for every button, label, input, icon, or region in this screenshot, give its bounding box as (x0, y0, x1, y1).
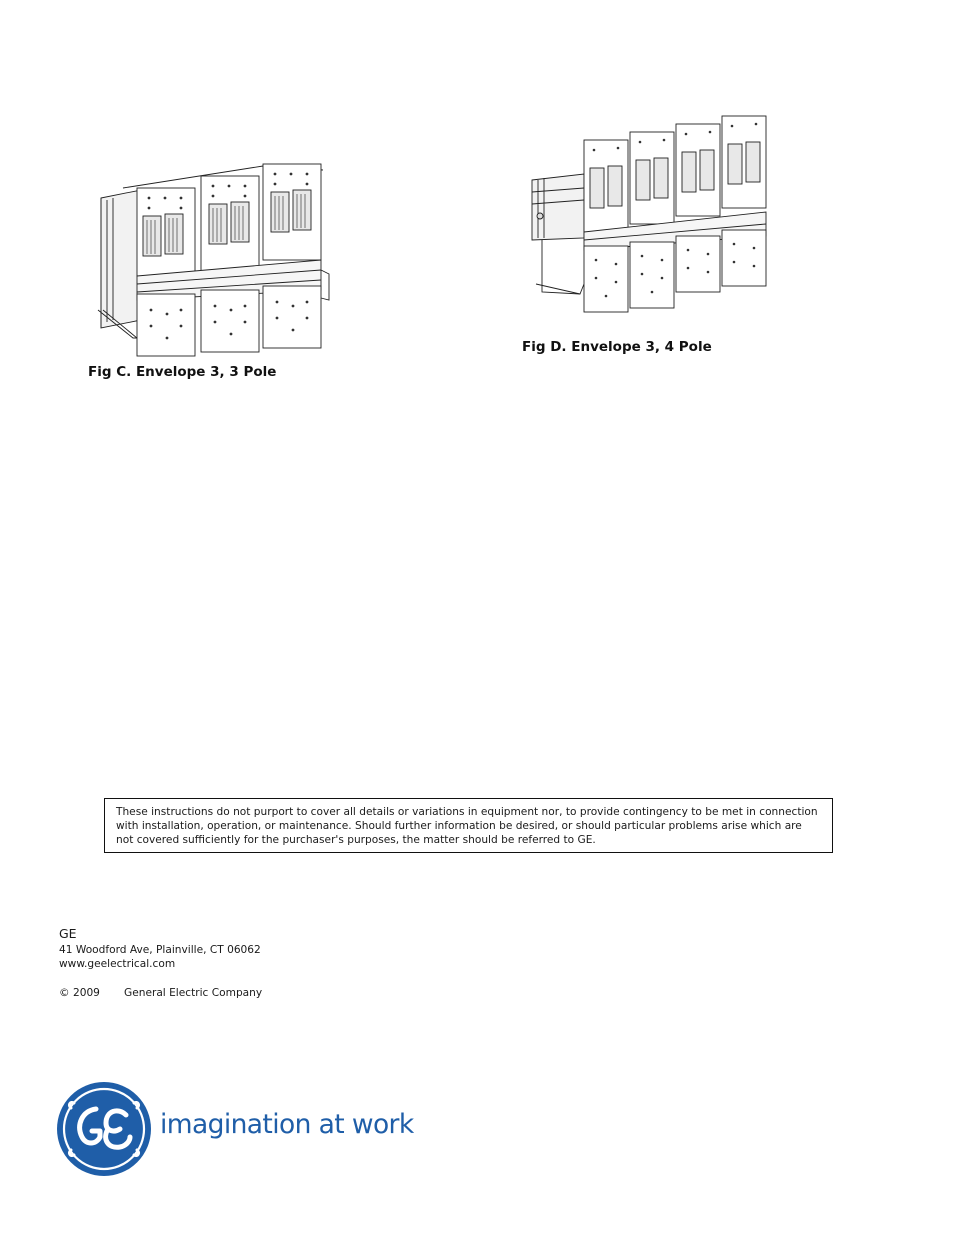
brand-tagline: imagination at work (160, 1109, 414, 1140)
copyright-holder: General Electric Company (124, 987, 263, 999)
company-name: GE (59, 926, 77, 941)
disclaimer-box (104, 798, 833, 853)
copyright-year: © 2009 (59, 987, 100, 999)
ge-monogram-logo-icon (56, 1081, 152, 1177)
fig-d-caption: Fig D. Envelope 3, 4 Pole (522, 339, 712, 355)
fig-c-caption: Fig C. Envelope 3, 3 Pole (88, 364, 277, 380)
copyright-line (59, 987, 262, 999)
brand-logo-area (56, 1081, 416, 1177)
company-website-link[interactable]: www.geelectrical.com (59, 958, 176, 970)
fig-c-breaker-3-pole-image (93, 150, 333, 360)
fig-d-breaker-4-pole-image (528, 108, 778, 318)
company-address: 41 Woodford Ave, Plainville, CT 06062 (59, 944, 261, 956)
disclaimer-text: These instructions do not purport to cover all details or variations in equipment nor, to provide contingency to be met in connection with installation, operation, or maintenance. Should further information be desired, or should particular problems arise which are not covered sufficiently for the purchaser's purposes, the matter should be referred to GE. (116, 806, 818, 847)
